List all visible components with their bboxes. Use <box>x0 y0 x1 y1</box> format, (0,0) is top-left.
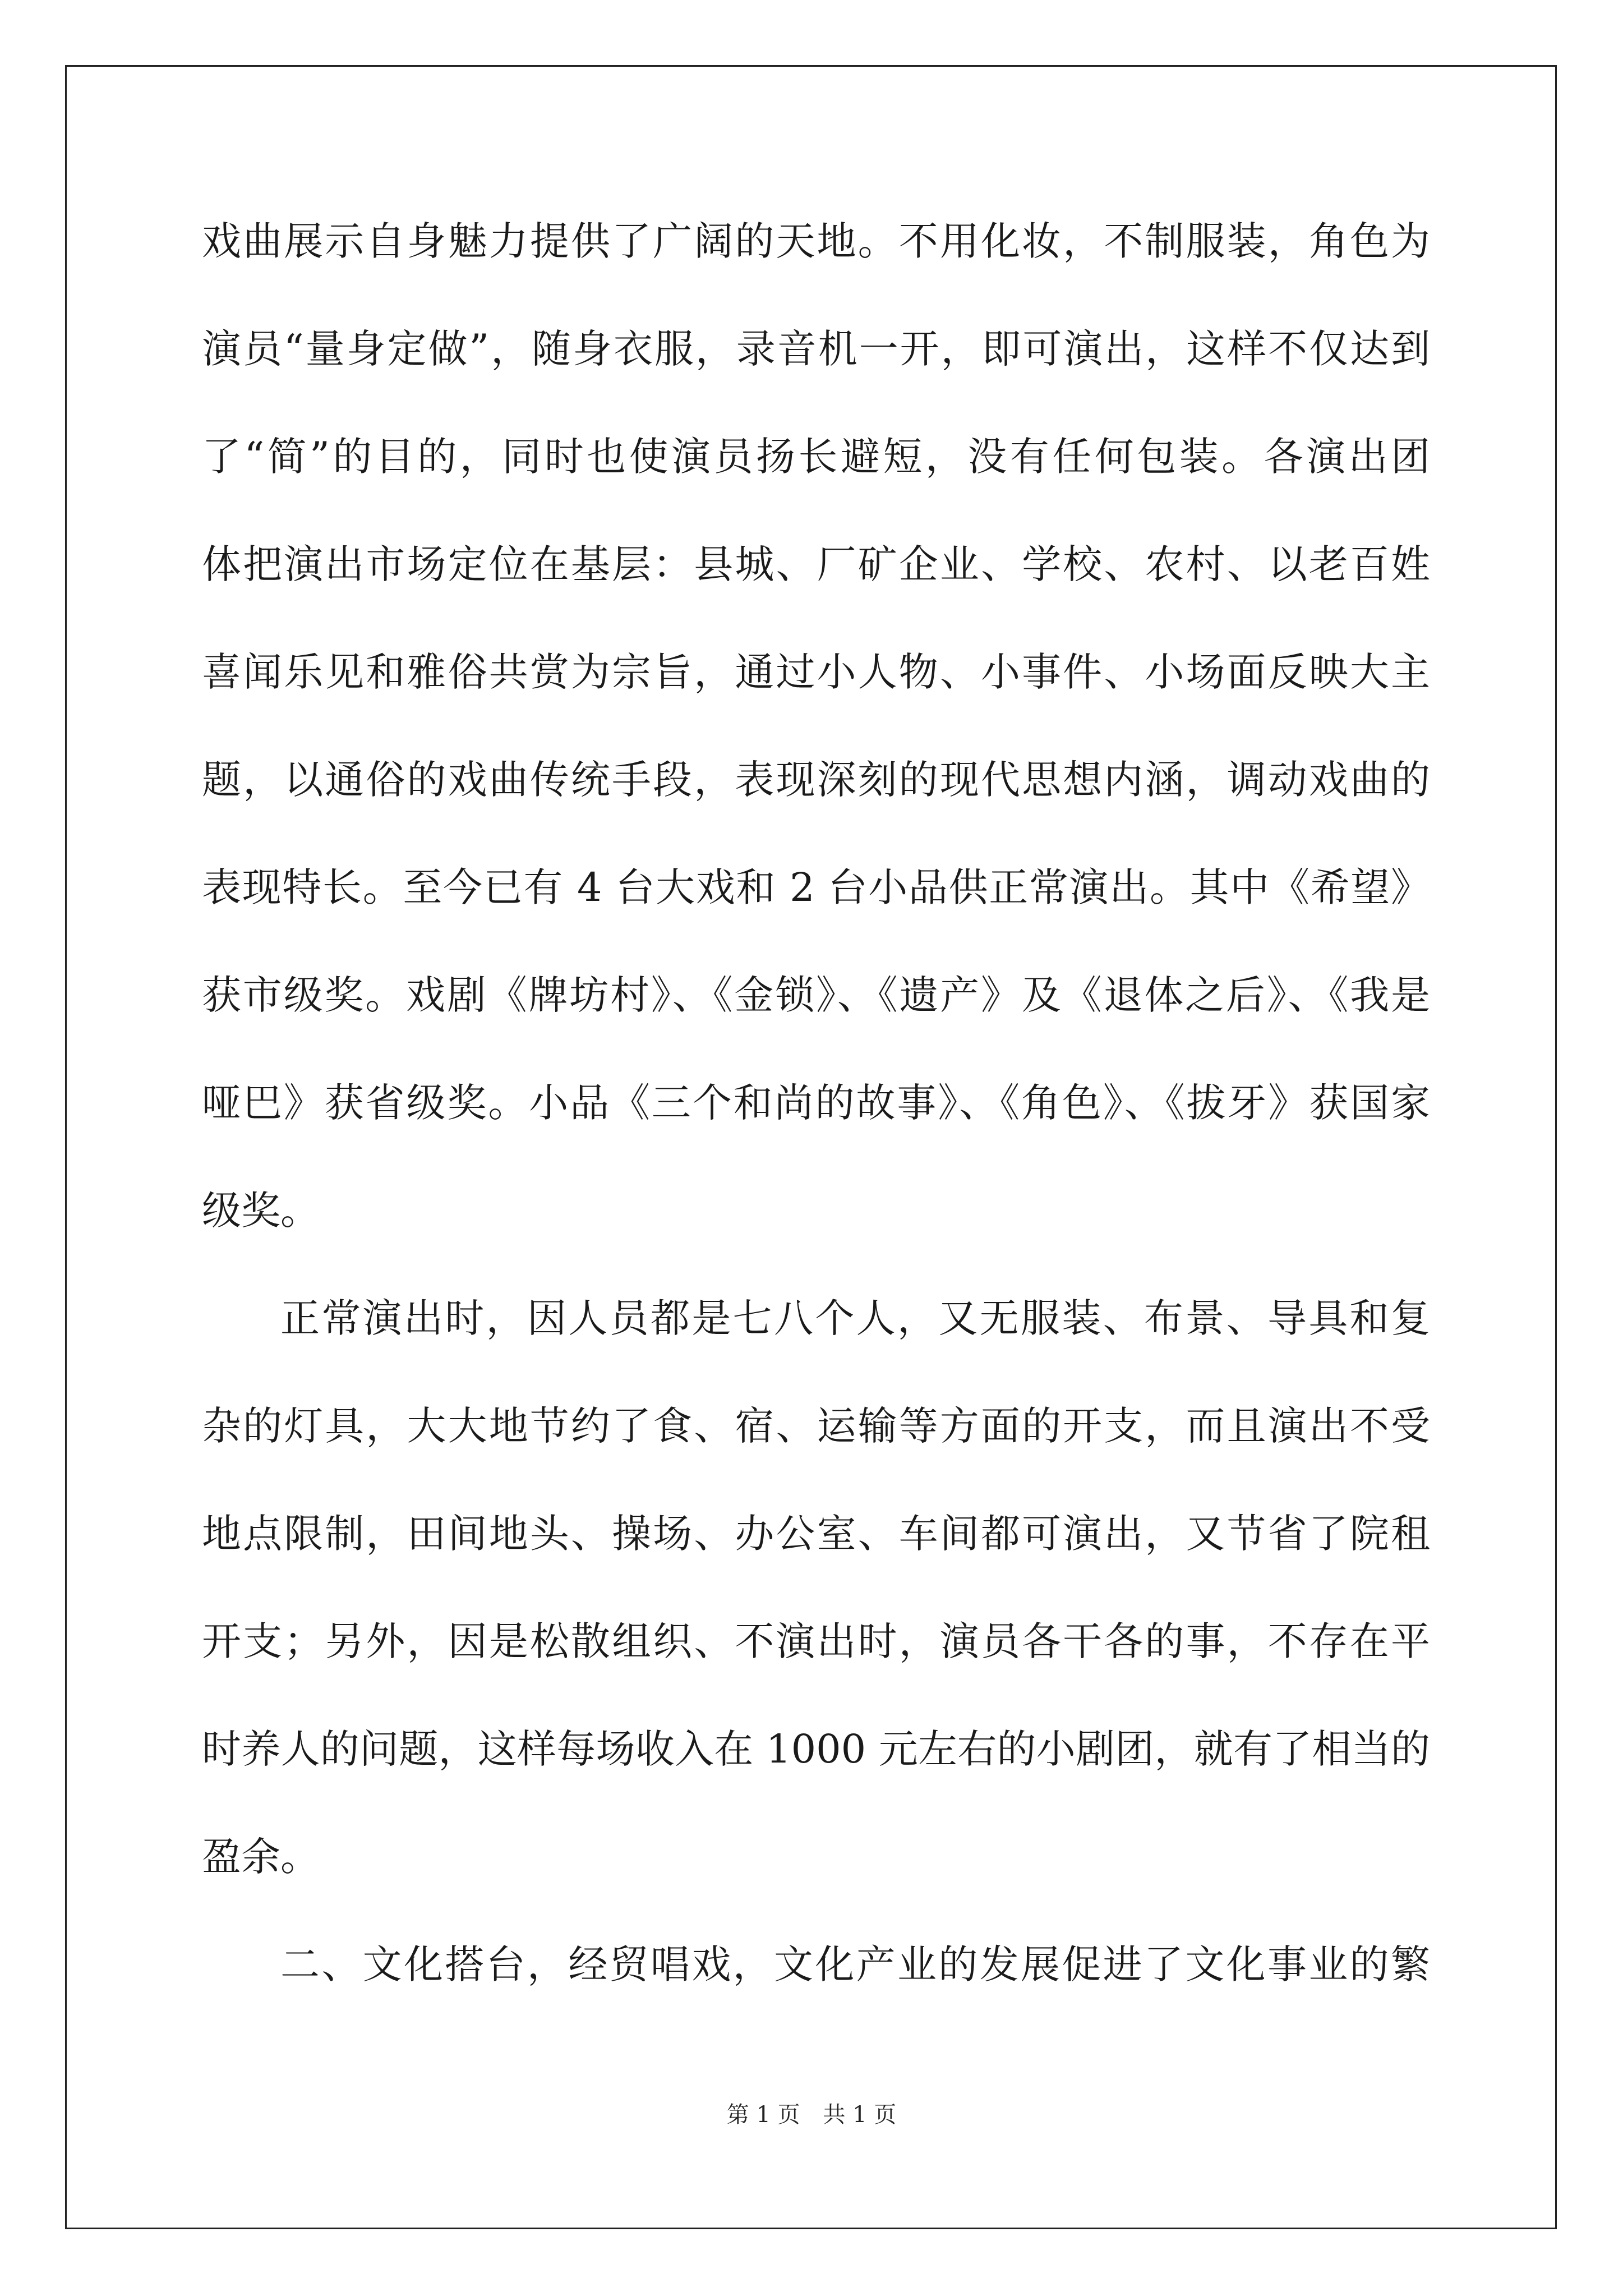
text-line: 了“简”的目的，同时也使演员扬长避短，没有任何包装。各演出团 <box>202 434 1430 480</box>
page-border <box>65 65 1557 2229</box>
text-line: 喜闻乐见和雅俗共赏为宗旨，通过小人物、小事件、小场面反映大主 <box>202 649 1430 695</box>
page-total: 共 1 页 <box>823 2102 897 2128</box>
text-line: 哑巴》获省级奖。小品《三个和尚的故事》、《角色》、《拔牙》获国家 <box>202 1080 1430 1126</box>
text-line: 地点限制，田间地头、操场、办公室、车间都可演出，又节省了院租 <box>202 1511 1430 1557</box>
text-line: 时养人的问题，这样每场收入在 1000 元左右的小剧团，就有了相当的 <box>202 1726 1430 1772</box>
section-heading-line: 二、文化搭台，经贸唱戏，文化产业的发展促进了文化事业的繁 <box>280 1941 1430 1987</box>
text-line: 盈余。 <box>202 1834 320 1880</box>
text-line: 开支；另外，因是松散组织、不演出时，演员各干各的事，不存在平 <box>202 1618 1430 1664</box>
text-line: 杂的灯具，大大地节约了食、宿、运输等方面的开支，而且演出不受 <box>202 1403 1430 1449</box>
paragraph-start-line: 正常演出时，因人员都是七八个人，又无服装、布景、导具和复 <box>280 1295 1430 1341</box>
text-line: 获市级奖。戏剧《牌坊村》、《金锁》、《遗产》及《退体之后》、《我是 <box>202 972 1430 1018</box>
text-line: 表现特长。至今已有 4 台大戏和 2 台小品供正常演出。其中《希望》 <box>202 864 1430 910</box>
text-line: 演员“量身定做”，随身衣服，录音机一开，即可演出，这样不仅达到 <box>202 326 1430 372</box>
text-line: 体把演出市场定位在基层：县城、厂矿企业、学校、农村、以老百姓 <box>202 541 1430 587</box>
text-line: 戏曲展示自身魅力提供了广阔的天地。不用化妆，不制服装，角色为 <box>202 218 1430 264</box>
text-line: 题，以通俗的戏曲传统手段，表现深刻的现代思想内涵，调动戏曲的 <box>202 757 1430 803</box>
text-line: 级奖。 <box>202 1188 320 1234</box>
page-number: 第 1 页 <box>726 2102 800 2128</box>
page-footer <box>0 2098 1623 2132</box>
